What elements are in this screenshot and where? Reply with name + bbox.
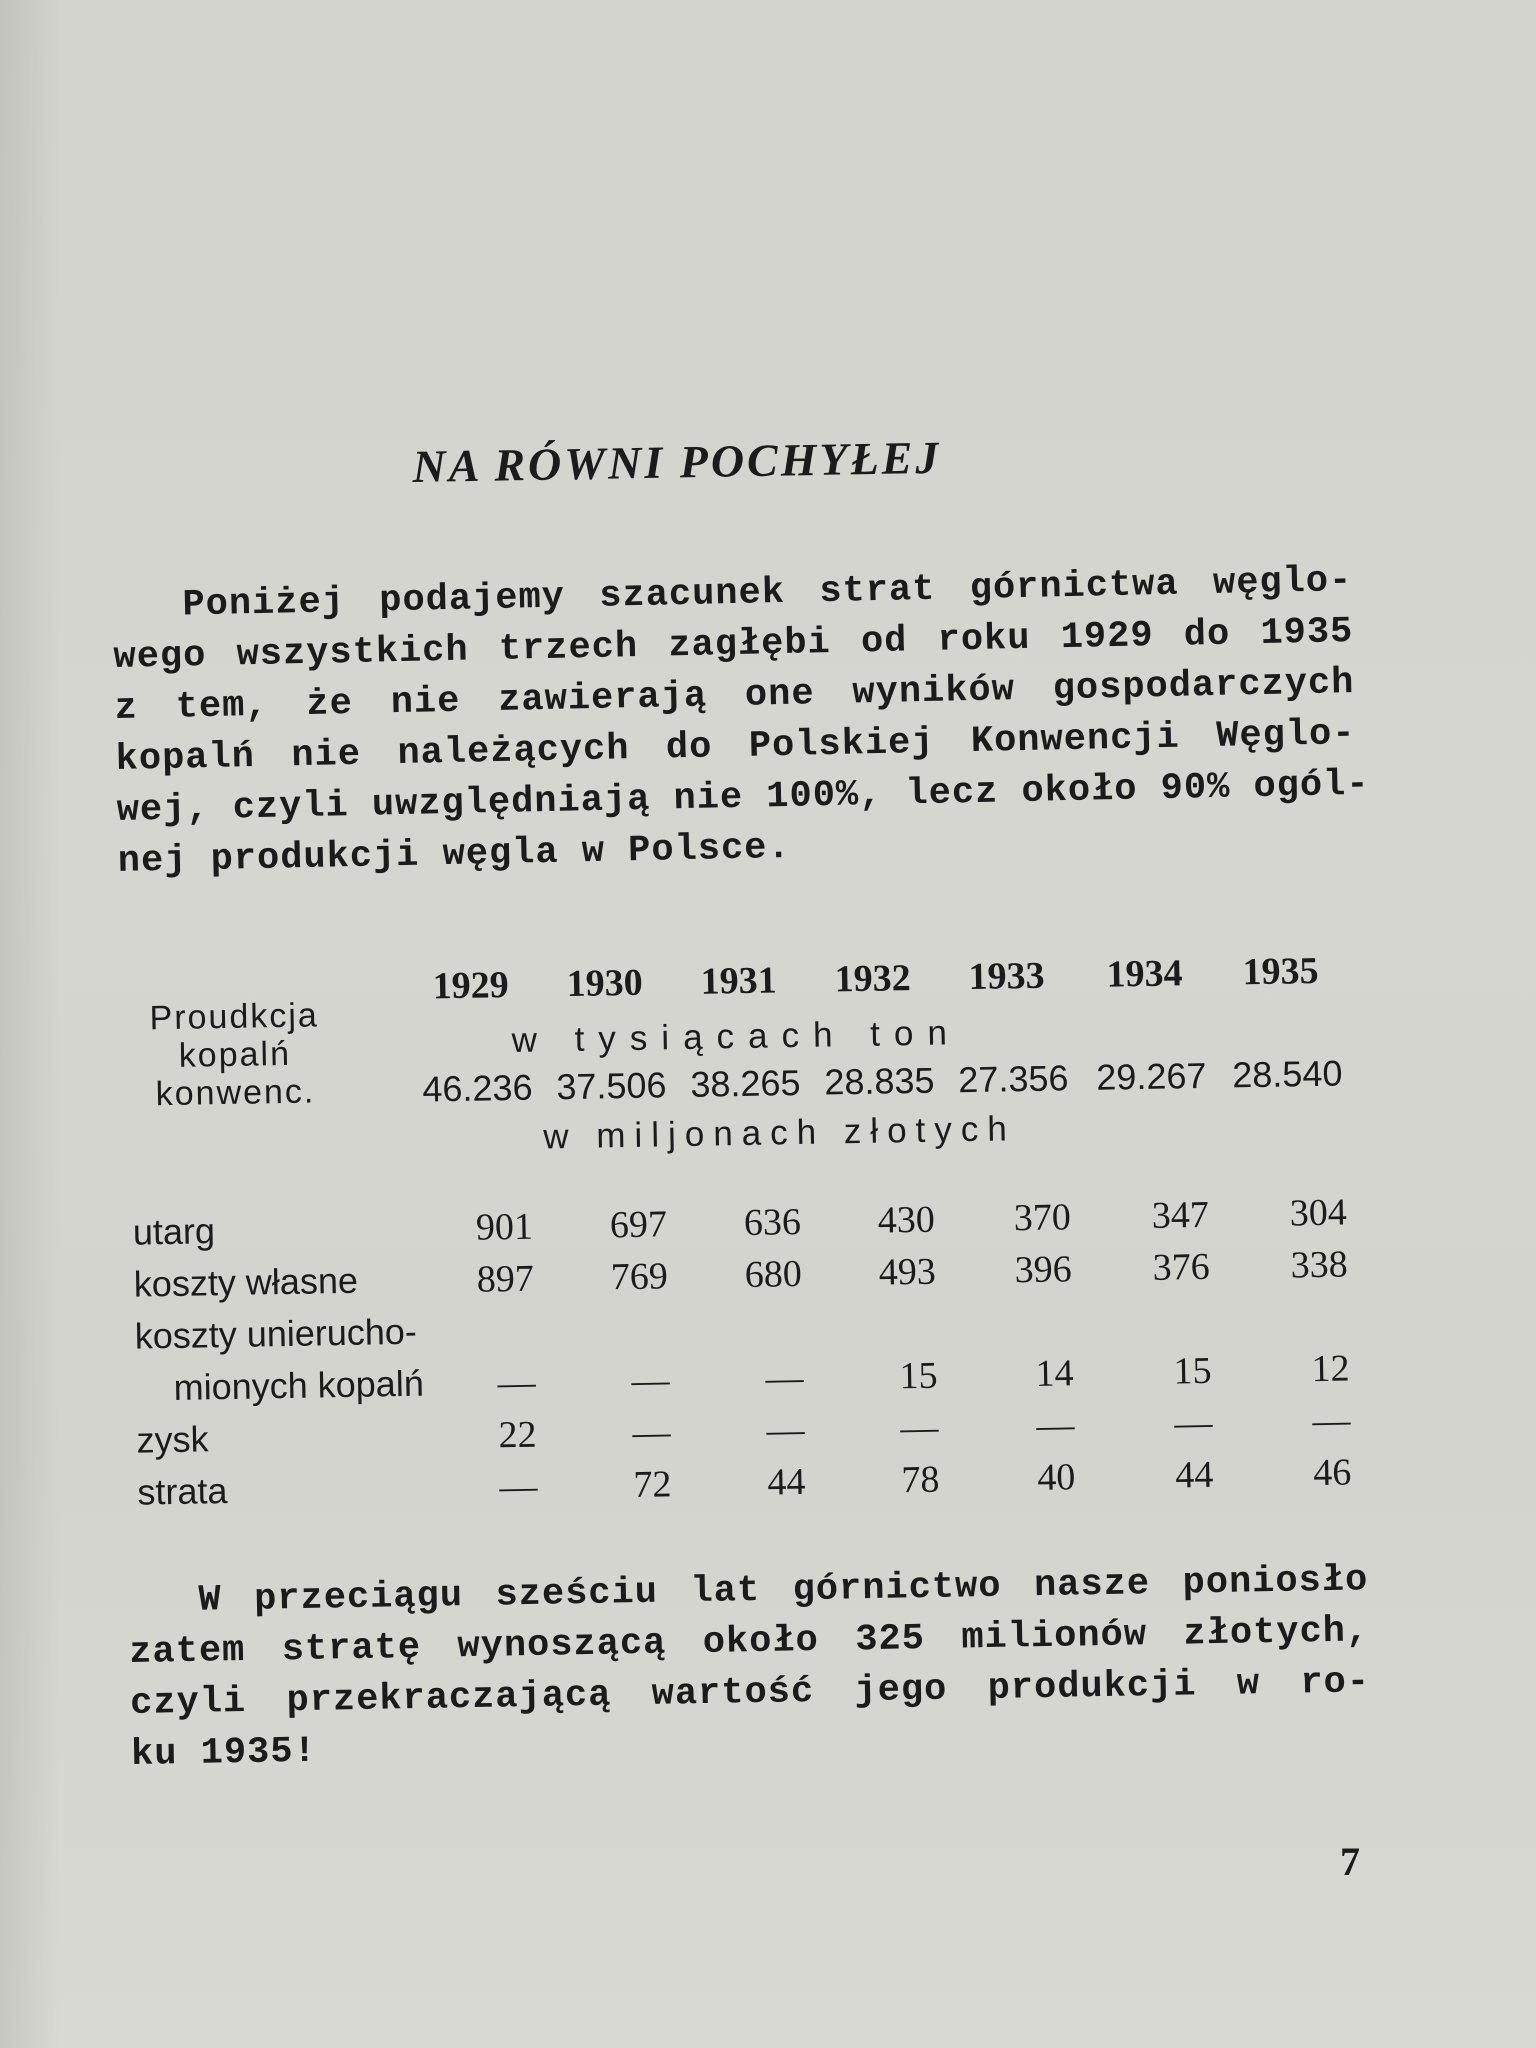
table-cell: 14 xyxy=(1035,1352,1074,1395)
text-line: wego wszystkich trzech zagłębi od roku 1929 do 1935 xyxy=(113,611,1354,679)
text-line: wej, czyli uwzględniają nie 100%, lecz około 90% ogól- xyxy=(116,763,1370,832)
row-label-mionych-kopaln: mionych kopalń xyxy=(173,1362,425,1408)
intro-paragraph xyxy=(112,556,1370,888)
text-line: nej produkcji węgla w Polsce. xyxy=(117,826,792,883)
production-value: 28.835 xyxy=(823,1059,935,1103)
table-cell: 430 xyxy=(877,1198,936,1242)
table-cell: — xyxy=(900,1406,939,1450)
text-line: W przeciągu sześciu lat górnictwo nasze poniosło xyxy=(198,1559,1369,1622)
production-value: 37.506 xyxy=(556,1064,667,1108)
table-cell: — xyxy=(1174,1401,1213,1445)
text-line: czyli przekraczającą wartość jego produkcji w ro- xyxy=(129,1661,1371,1725)
table-cell: 680 xyxy=(744,1252,803,1296)
row-label-koszty-wlasne: koszty własne xyxy=(133,1259,359,1305)
production-label-line: Proudkcja xyxy=(149,996,320,1038)
page-edge-shadow xyxy=(0,0,60,2048)
table-cell: 897 xyxy=(476,1257,535,1301)
unit-zloty: w miljonach złotych xyxy=(542,1109,1017,1157)
table-cell: 44 xyxy=(767,1460,806,1504)
table-cell: 338 xyxy=(1290,1243,1349,1287)
table-cell: 78 xyxy=(901,1458,940,1502)
year-header: 1933 xyxy=(968,954,1045,999)
table-cell: 347 xyxy=(1151,1193,1210,1237)
row-label-utarg: utarg xyxy=(132,1210,216,1253)
table-cell: 304 xyxy=(1289,1191,1348,1235)
table-cell: 636 xyxy=(743,1200,802,1244)
table-cell: 15 xyxy=(899,1354,938,1398)
production-value: 29.267 xyxy=(1095,1054,1207,1098)
page-number: 7 xyxy=(1340,1839,1360,1884)
year-header: 1930 xyxy=(566,961,644,1006)
table-cell: 15 xyxy=(1173,1349,1212,1393)
production-value: 27.356 xyxy=(957,1057,1069,1101)
table-cell: 44 xyxy=(1174,1453,1214,1497)
text-line: ku 1935! xyxy=(130,1730,318,1776)
row-label-koszty-unierucho: koszty unierucho- xyxy=(134,1310,418,1357)
table-cell: — xyxy=(766,1408,805,1452)
table-cell: 769 xyxy=(610,1255,669,1299)
table-cell: 493 xyxy=(878,1250,937,1294)
table-cell: 40 xyxy=(1036,1456,1076,1499)
production-value: 38.265 xyxy=(690,1061,801,1105)
table-cell: 12 xyxy=(1311,1347,1350,1391)
table-cell: — xyxy=(499,1465,538,1509)
year-header: 1929 xyxy=(432,964,510,1008)
table-cell: — xyxy=(1312,1399,1351,1443)
table-cell: — xyxy=(497,1361,536,1405)
year-header: 1932 xyxy=(834,957,911,1001)
text-line: z tem, że nie zawierają one wyników gospodarczych xyxy=(114,662,1355,730)
text-line: Poniżej podajemy szacunek strat górnictwa węglo- xyxy=(182,560,1353,627)
year-header: 1935 xyxy=(1242,949,1319,994)
table-cell: 46 xyxy=(1312,1451,1352,1495)
loss-table xyxy=(110,928,1400,1513)
production-value: 28.540 xyxy=(1231,1052,1343,1096)
year-header: 1931 xyxy=(700,959,777,1003)
table-cell: 22 xyxy=(498,1413,537,1457)
text-line: kopalń nie należących do Polskiej Konwencji Węglo- xyxy=(115,712,1356,781)
table-cell: 396 xyxy=(1014,1248,1073,1292)
unit-tons: w tysiącach ton xyxy=(511,1013,962,1061)
production-label-line: kopalń xyxy=(178,1034,292,1075)
row-label-zysk: zysk xyxy=(136,1418,209,1461)
table-cell: — xyxy=(765,1356,804,1400)
page-title: NA RÓWNI POCHYŁEJ xyxy=(412,431,942,492)
table-cell: 697 xyxy=(609,1203,668,1247)
conclusion-paragraph xyxy=(128,1555,1371,1781)
row-label-strata: strata xyxy=(137,1470,228,1513)
production-label-line: konwenc. xyxy=(155,1072,316,1114)
production-value: 46.236 xyxy=(422,1066,533,1110)
production-label xyxy=(129,996,341,1114)
text-line: zatem stratę wynoszącą około 325 milionów złotych, xyxy=(128,1610,1370,1674)
year-header: 1934 xyxy=(1106,952,1183,996)
table-cell: 370 xyxy=(1013,1196,1072,1240)
table-cell: — xyxy=(631,1359,670,1402)
table-cell: — xyxy=(632,1411,671,1454)
table-cell: 901 xyxy=(475,1205,534,1249)
table-cell: 72 xyxy=(633,1463,672,1506)
table-cell: 376 xyxy=(1152,1245,1211,1289)
table-cell: — xyxy=(1036,1404,1075,1447)
